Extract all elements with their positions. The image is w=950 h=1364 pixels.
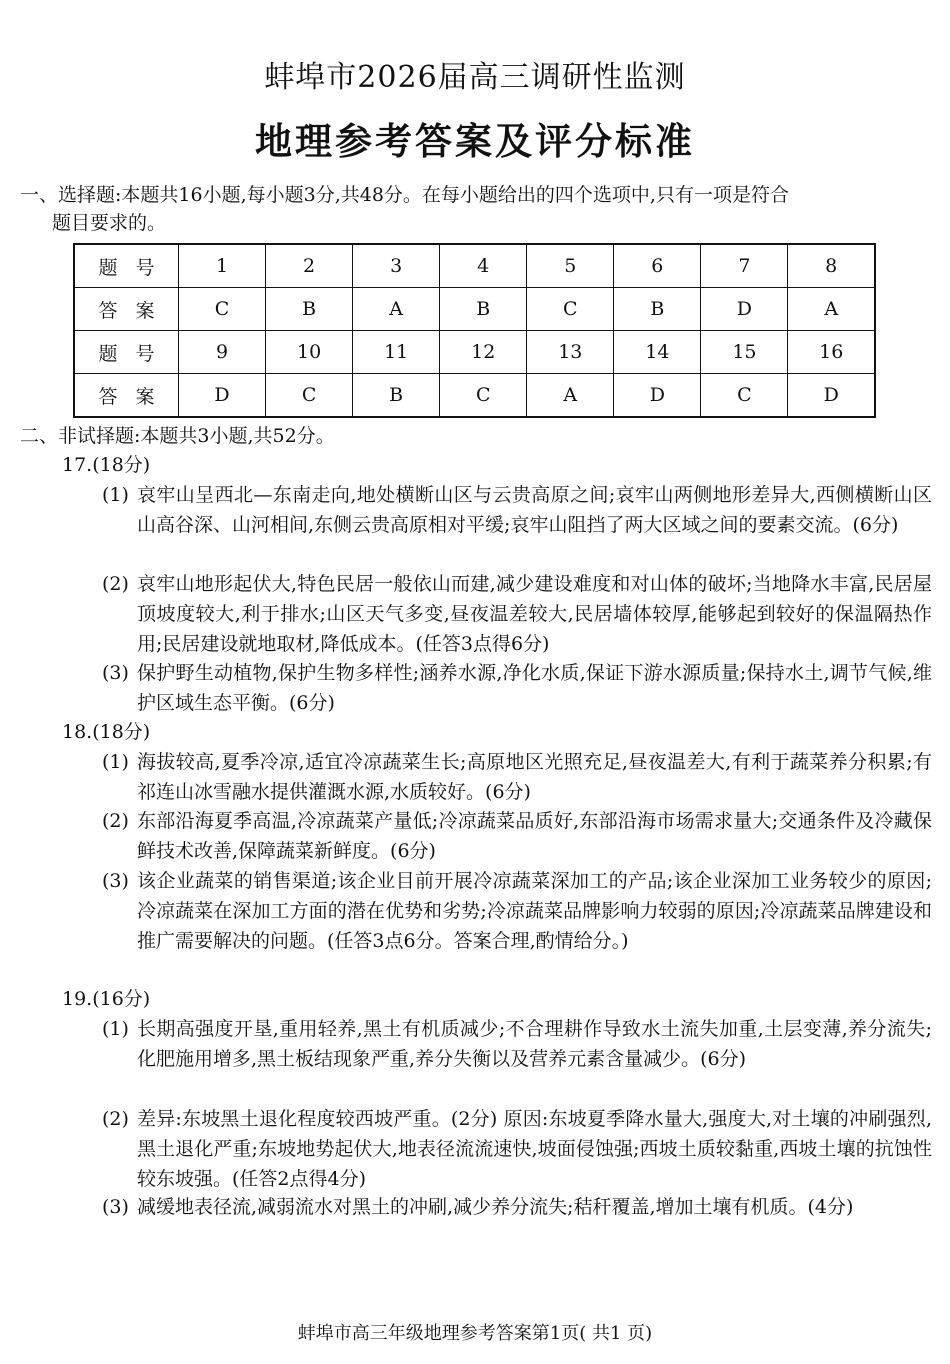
item-number: (3) [102,662,129,684]
question-19-item-1 [102,1014,932,1074]
item-number: (1) [102,484,129,506]
table-cell: 6 [614,244,701,288]
item-text: 海拔较高,夏季冷凉,适宜冷凉蔬菜生长;高原地区光照充足,昼夜温差大,有利于蔬菜养分积累;有祁连山冰雪融水提供灌溉水源,水质较好。(6分) [137,751,932,803]
question-19-item-3 [102,1192,932,1222]
section1-intro-line2: 题目要求的。 [52,212,167,234]
item-text: 长期高强度开垦,重用轻养,黑土有机质减少;不合理耕作导致水土流失加重,土层变薄,养分流失;化肥施用增多,黑土板结现象严重,养分失衡以及营养元素含量减少。(6分) [137,1018,932,1070]
table-cell: 11 [353,331,440,374]
table-cell: C [179,288,266,331]
table-cell: D [179,374,266,418]
table-cell: 5 [527,244,614,288]
table-cell: 2 [266,244,353,288]
item-text: 哀牢山地形起伏大,特色民居一般依山而建,减少建设难度和对山体的破坏;当地降水丰富,民居屋顶坡度较大,利于排水;山区天气多变,昼夜温差较大,民居墙体较厚,能够起到较好的保温隔热作用;民居建设就地取材,降低成本。(任答3点得6分) [137,573,932,655]
item-text: 保护野生动植物,保护生物多样性;涵养水源,净化水质,保证下游水源质量;保持水土,调节气候,维护区域生态平衡。(6分) [137,662,932,714]
table-cell: 14 [614,331,701,374]
item-text: 差异:东坡黑土退化程度较西坡严重。(2分) 原因:东坡夏季降水量大,强度大,对土壤的冲刷强烈,黑土退化严重;东坡地势起伏大,地表径流流速快,坡面侵蚀强;西坡土质较黏重,西坡土壤的抗蚀性较东坡强。(任答2点得4分) [137,1108,932,1190]
question-17-item-2 [102,569,932,659]
table-cell: 13 [527,331,614,374]
item-number: (2) [102,573,129,595]
table-cell: B [266,288,353,331]
table-cell: C [527,288,614,331]
table-cell: 9 [179,331,266,374]
row-label: 题号 [74,331,179,374]
table-cell: 4 [440,244,527,288]
table-cell: 16 [788,331,875,374]
table-row [74,244,875,288]
table-cell: 8 [788,244,875,288]
item-number: (1) [102,1018,129,1040]
question-19-heading: 19.(16分) [62,988,151,1010]
item-text: 减缓地表径流,减弱流水对黑土的冲刷,减少养分流失;秸秆覆盖,增加土壤有机质。(4分) [137,1196,854,1218]
section2-intro: 二、非试择题:本题共3小题,共52分。 [20,425,335,447]
document-title: 蚌埠市2026届高三调研性监测 [264,60,686,95]
table-cell: 1 [179,244,266,288]
row-label: 答案 [74,288,179,331]
table-cell: A [788,288,875,331]
question-17-item-3 [102,658,932,718]
table-cell: D [788,374,875,418]
question-18-heading: 18.(18分) [62,721,151,743]
question-17-item-1 [102,480,932,540]
item-number: (1) [102,751,129,773]
table-row [74,374,875,418]
table-cell: D [701,288,788,331]
table-cell: C [440,374,527,418]
page-footer: 蚌埠市高三年级地理参考答案第1页( 共1 页) [297,1323,653,1344]
row-label: 答案 [74,374,179,418]
table-cell: B [353,374,440,418]
table-cell: 7 [701,244,788,288]
question-18-item-1 [102,747,932,807]
table-row [74,288,875,331]
answer-table [73,243,876,418]
question-19-item-2 [102,1104,932,1194]
table-cell: B [614,288,701,331]
row-label: 题号 [74,244,179,288]
item-text: 哀牢山呈西北—东南走向,地处横断山区与云贵高原之间;哀牢山两侧地形差异大,西侧横断山区山高谷深、山河相间,东侧云贵高原相对平缓;哀牢山阻挡了两大区域之间的要素交流。(6分) [137,484,932,536]
table-cell: B [440,288,527,331]
question-17-heading: 17.(18分) [62,454,151,476]
item-number: (3) [102,1196,129,1218]
section1-intro-line1: 一、选择题:本题共16小题,每小题3分,共48分。在每小题给出的四个选项中,只有一项是符合 [20,184,789,206]
table-cell: 10 [266,331,353,374]
table-cell: C [266,374,353,418]
question-18-item-2 [102,806,932,866]
item-text: 东部沿海夏季高温,冷凉蔬菜产量低;冷凉蔬菜品质好,东部沿海市场需求量大;交通条件及冷藏保鲜技术改善,保障蔬菜新鲜度。(6分) [137,810,932,862]
table-cell: D [614,374,701,418]
item-number: (3) [102,870,129,892]
item-number: (2) [102,1108,129,1130]
question-18-item-3 [102,866,932,956]
table-row [74,331,875,374]
table-cell: A [353,288,440,331]
table-cell: A [527,374,614,418]
item-text: 该企业蔬菜的销售渠道;该企业目前开展冷凉蔬菜深加工的产品;该企业深加工业务较少的原因;冷凉蔬菜在深加工方面的潜在优势和劣势;冷凉蔬菜品牌影响力较弱的原因;冷凉蔬菜品牌建设和推广需要解决的问题。(任答3点6分。答案合理,酌情给分。) [137,870,932,952]
table-cell: C [701,374,788,418]
table-cell: 15 [701,331,788,374]
table-cell: 3 [353,244,440,288]
document-subtitle: 地理参考答案及评分标准 [255,120,695,163]
table-cell: 12 [440,331,527,374]
item-number: (2) [102,810,129,832]
